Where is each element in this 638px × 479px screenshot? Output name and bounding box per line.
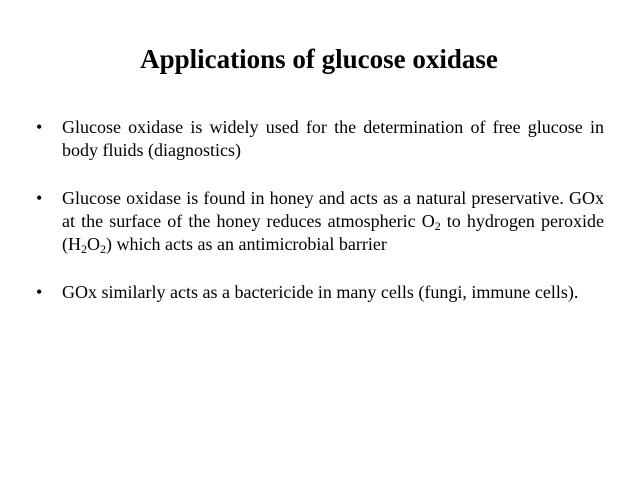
bullet-point-icon: • [36,282,43,302]
bullet-item-bactericide [36,281,604,304]
bullet-text-part: to hydrogen peroxide (H [62,211,604,254]
slide-title: Applications of glucose oxidase [140,44,498,74]
bullet-text-part: Glucose oxidase is found in honey and acts as a natural preservative. GOx at the surface of the honey reduces atmospheric O [62,188,604,231]
bullet-text-part: ) which acts as an antimicrobial barrier [106,234,387,254]
bullet-list [36,116,604,304]
bullet-item-honey [36,187,604,256]
bullet-text: GOx similarly acts as a bactericide in many cells (fungi, immune cells). [62,282,579,302]
subscript: 2 [81,242,87,256]
subscript: 2 [100,242,106,256]
bullet-point-icon: • [36,117,43,137]
bullet-text: Glucose oxidase is widely used for the determination of free glucose in body fluids (diagnostics) [62,117,604,160]
bullet-text-part: O [87,234,100,254]
bullet-point-icon: • [36,188,43,208]
bullet-item-diagnostics [36,116,604,162]
subscript: 2 [434,219,441,233]
